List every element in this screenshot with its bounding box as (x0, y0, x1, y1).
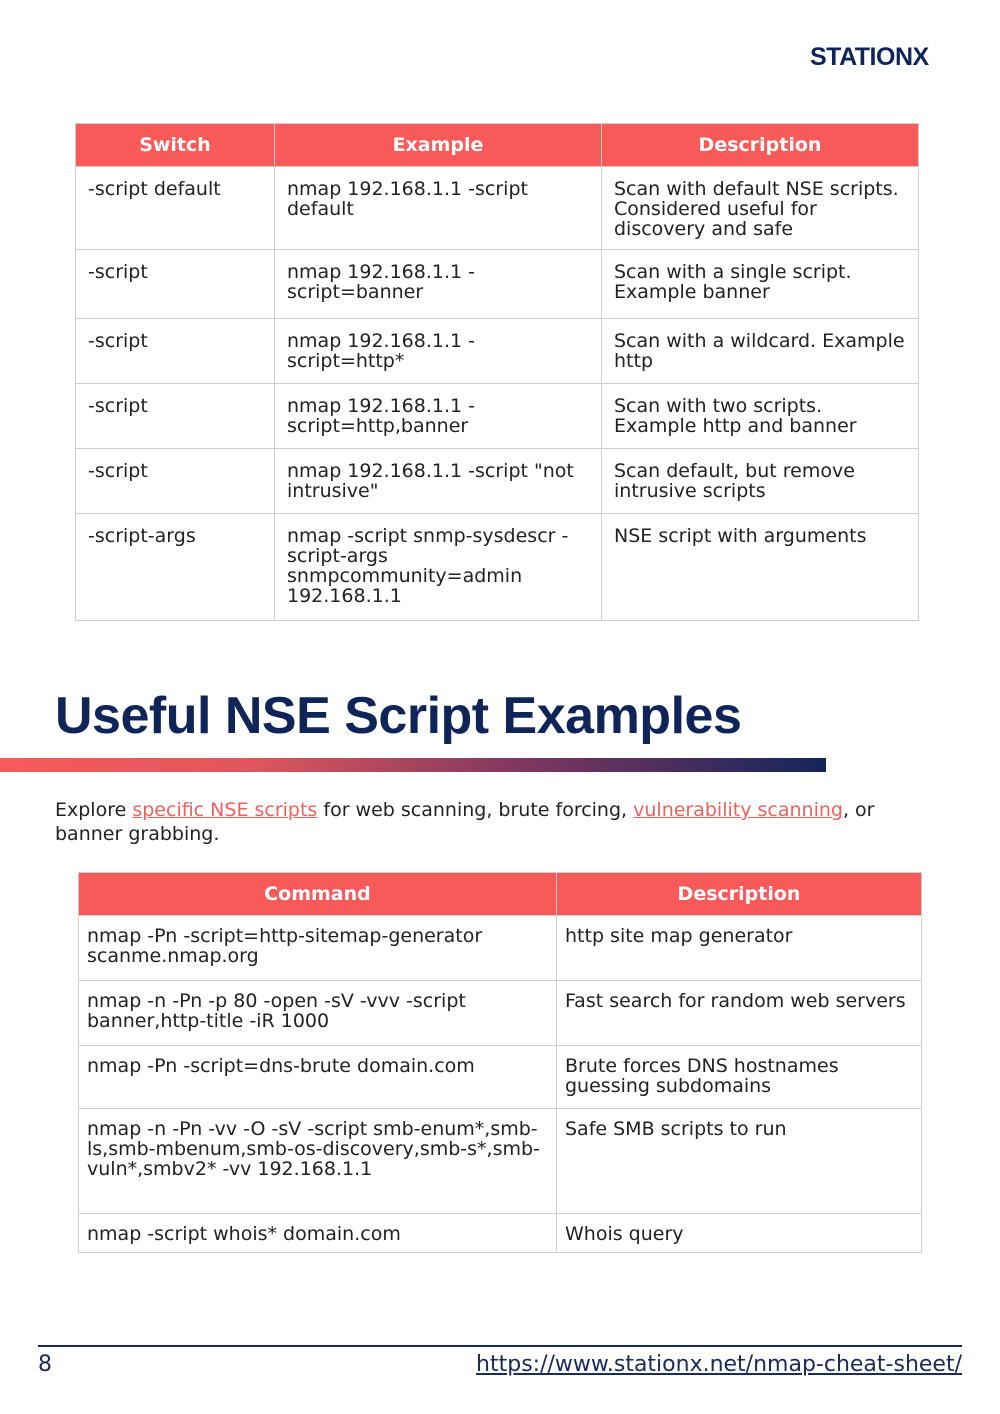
description-cell: Safe SMB scripts to run (557, 1109, 922, 1214)
column-header-example: Example (275, 124, 602, 167)
switch-cell: -script default (76, 167, 275, 250)
table-row (79, 981, 922, 1046)
table-row (79, 1046, 922, 1109)
description-cell: NSE script with arguments (602, 514, 919, 621)
vulnerability-scanning-link[interactable]: vulnerability scanning (633, 799, 843, 821)
column-header-description: Description (602, 124, 919, 167)
intro-text: , or banner grabbing. (55, 799, 875, 845)
switch-cell: -script (76, 319, 275, 384)
column-header-command: Command (79, 873, 557, 916)
table-row (76, 449, 919, 514)
switch-cell: -script (76, 384, 275, 449)
stationx-logo (810, 38, 965, 72)
description-cell: http site map generator (557, 916, 922, 981)
intro-text: for web scanning, brute forcing, (317, 799, 634, 821)
command-cell: nmap -Pn -script=dns-brute domain.com (79, 1046, 557, 1109)
intro-text: Explore (55, 799, 133, 821)
description-cell: Scan default, but remove intrusive scripts (602, 449, 919, 514)
example-cell: nmap 192.168.1.1 -script "not intrusive" (275, 449, 602, 514)
command-cell: nmap -n -Pn -p 80 -open -sV -vvv -script banner,http-title -iR 1000 (79, 981, 557, 1046)
description-cell: Scan with a single script. Example banner (602, 250, 919, 319)
script-switches-table (75, 123, 919, 621)
column-header-description: Description (557, 873, 922, 916)
table-header-row (76, 124, 919, 167)
command-cell: nmap -n -Pn -vv -O -sV -script smb-enum*,smb-ls,smb-mbenum,smb-os-discovery,smb-s*,smb-vuln*,smbv2* -vv 192.168.1.1 (79, 1109, 557, 1214)
description-cell: Scan with default NSE scripts. Considered useful for discovery and safe (602, 167, 919, 250)
description-cell: Brute forces DNS hostnames guessing subdomains (557, 1046, 922, 1109)
table-row (76, 514, 919, 621)
intro-paragraph (55, 798, 935, 846)
table-row (76, 319, 919, 384)
nse-examples-table (78, 872, 922, 1253)
switch-cell: -script (76, 449, 275, 514)
page-number: 8 (38, 1352, 52, 1377)
footer-url-link[interactable]: https://www.stationx.net/nmap-cheat-sheet/ (476, 1352, 962, 1377)
switch-cell: -script-args (76, 514, 275, 621)
switch-cell: -script (76, 250, 275, 319)
table-row (76, 167, 919, 250)
table-row (76, 250, 919, 319)
command-cell: nmap -script whois* domain.com (79, 1214, 557, 1253)
footer-divider (38, 1345, 962, 1347)
example-cell: nmap -script snmp-sysdescr -script-args snmpcommunity=admin 192.168.1.1 (275, 514, 602, 621)
example-cell: nmap 192.168.1.1 -script default (275, 167, 602, 250)
example-cell: nmap 192.168.1.1 -script=http,banner (275, 384, 602, 449)
table-row (79, 1109, 922, 1214)
logo-text: STATIONX (810, 43, 929, 71)
column-header-switch: Switch (76, 124, 275, 167)
table-header-row (79, 873, 922, 916)
description-cell: Scan with two scripts. Example http and banner (602, 384, 919, 449)
table-row (79, 1214, 922, 1253)
description-cell: Scan with a wildcard. Example http (602, 319, 919, 384)
table-row (76, 384, 919, 449)
description-cell: Fast search for random web servers (557, 981, 922, 1046)
command-cell: nmap -Pn -script=http-sitemap-generator scanme.nmap.org (79, 916, 557, 981)
table-row (79, 916, 922, 981)
example-cell: nmap 192.168.1.1 -script=banner (275, 250, 602, 319)
example-cell: nmap 192.168.1.1 -script=http* (275, 319, 602, 384)
nse-scripts-link[interactable]: specific NSE scripts (132, 799, 318, 821)
section-title: Useful NSE Script Examples (55, 687, 742, 745)
gradient-divider (0, 758, 826, 772)
description-cell: Whois query (557, 1214, 922, 1253)
